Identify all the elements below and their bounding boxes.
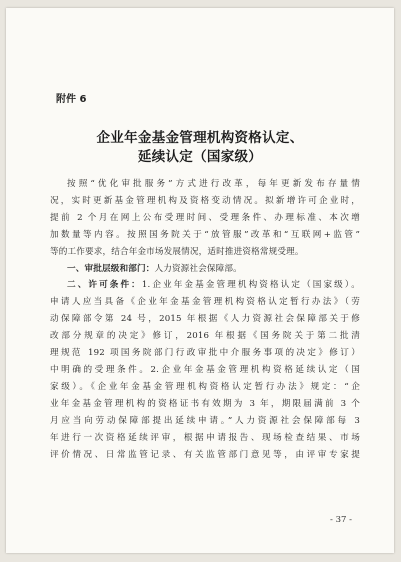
- body-line: 加数量等内容。按照国务院关于“放管服”改革和“互联网+监管”: [50, 229, 360, 240]
- body-line: 月应当向劳动保障部提出延续申请。”人力资源社会保障部每 3: [50, 415, 360, 426]
- body-line: 家级）。《企业年金基金管理机构资格认定暂行办法》规定：“企: [50, 381, 360, 392]
- body-line: 中明确的受理条件。2.企业年金基金管理机构资格延续认定（国: [50, 364, 360, 375]
- body-line: 年进行一次资格延续评审，根据申请报告、现场检查结果、市场: [50, 432, 360, 443]
- section-heading: 一、审批层级和部门：: [67, 263, 155, 274]
- document-page: [6, 8, 394, 553]
- section-approval-level: [50, 261, 360, 278]
- page-number: - 37 -: [330, 515, 352, 525]
- section-text: 人力资源社会保障部。: [154, 263, 242, 274]
- document-body: [50, 176, 360, 463]
- body-line: 申请人应当具备《企业年金基金管理机构资格认定暂行办法》（劳: [50, 297, 360, 308]
- body-line: 动保障部令第 24 号，2015 年根据《人力资源社会保障部关于修: [50, 314, 360, 325]
- body-line: 评价情况、日常监管记录、有关监管部门意见等，由评审专家提: [50, 449, 360, 460]
- body-line: 理规范 192 项国务院部门行政审批中介服务事项的决定》修订）: [50, 348, 360, 359]
- attachment-label: 附件 6: [56, 94, 87, 105]
- body-line: 按照“优化审批服务”方式进行改革，每年更新发布存量情: [67, 179, 360, 189]
- section-license-conditions: [50, 277, 360, 294]
- document-title-line-1: 企业年金基金管理机构资格认定、: [96, 130, 304, 146]
- body-line: 业年金基金管理机构的资格证书有效期为 3 年，期限届满前 3 个: [50, 398, 360, 409]
- section-text: 1.企业年金基金管理机构资格认定（国家级）。: [141, 280, 360, 291]
- body-line: 况，实时更新基金管理机构及资格变动情况。拟新增许可企业时，: [50, 195, 360, 206]
- body-line: 等的工作要求，结合年金市场发展情况，适时推进资格常规受理。: [50, 246, 304, 257]
- body-line: 提前 2 个月在网上公布受理时间、受理条件、办理标准、本次增: [50, 212, 360, 223]
- body-line: 改部分规章的决定》修订，2016 年根据《国务院关于第二批清: [50, 331, 360, 342]
- section-heading: 二、许可条件：: [67, 280, 142, 291]
- document-title-line-2: 延续认定（国家级）: [137, 149, 263, 165]
